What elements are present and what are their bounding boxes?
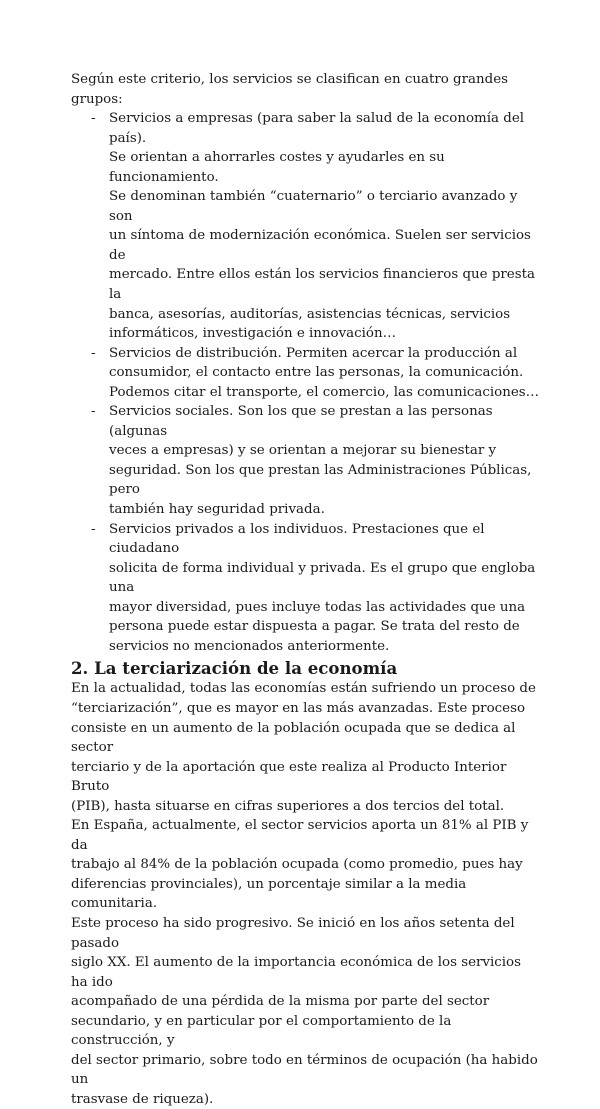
list-item-line: Servicios a empresas (para saber la salud de la economía del país). [109,111,525,146]
paragraph-line: consiste en un aumento de la población ocupada que se dedica al sector [71,720,516,756]
list-item [91,402,541,519]
list-item-line: persona puede estar dispuesta a pagar. Se trata del resto de [109,619,520,635]
list-item-line: Servicios privados a los individuos. Prestaciones que el ciudadano [109,521,485,557]
list-item-line: Servicios sociales. Son los que se prestan a las personas (algunas [109,404,493,439]
list-item-line: Se orientan a ahorrarles costes y ayudarles en su funcionamiento. [109,150,445,185]
service-groups-list [71,109,541,656]
paragraph-line: siglo XX. El aumento de la importancia económica de los servicios ha ido [71,955,521,990]
paragraph [71,679,541,816]
list-item-line: Servicios de distribución. Permiten acercar la producción al [109,345,518,361]
paragraph-line: trabajo al 84% de la población ocupada (como promedio, pues hay [71,857,523,873]
list-item-line: veces a empresas) y se orientan a mejorar su bienestar y [109,443,497,459]
list-item-line: un síntoma de modernización económica. Suelen ser servicios de [109,228,531,263]
paragraph-line: En la actualidad, todas las economías están sufriendo un proceso de [71,681,536,697]
paragraph-line: terciario y de la aportación que este realiza al Producto Interior Bruto [71,759,507,795]
paragraph-line: diferencias provinciales), un porcentaje similar a la media comunitaria. [71,876,467,912]
paragraph-line: trasvase de riqueza). [71,1091,214,1107]
list-item-line: mayor diversidad, pues incluye todas las actividades que una [109,599,526,615]
list-item [91,520,541,657]
list-item-line: Podemos citar el transporte, el comercio, las comunicaciones… [109,384,540,400]
paragraph-line: “terciarización”, que es mayor en las más avanzadas. Este proceso [71,700,526,716]
intro-text: Según este criterio, los servicios se clasifican en cuatro grandes grupos: [71,72,509,107]
paragraph-line: del sector primario, sobre todo en términos de ocupación (ha habido un [71,1052,538,1088]
section-heading: 2. La terciarización de la economía [71,658,398,679]
list-item-line: banca, asesorías, auditorías, asistencias técnicas, servicios [109,306,511,322]
list-item-line: seguridad. Son los que prestan las Administraciones Públicas, pero [109,462,532,498]
list-item-line: servicios no mencionados anteriormente. [109,638,390,654]
paragraph-line: En España, actualmente, el sector servicios aporta un 81% al PIB y da [71,818,529,853]
dash-bullet: - [91,521,96,537]
dash-bullet: - [91,345,96,361]
list-item-line: solicita de forma individual y privada. Es el grupo que engloba una [109,560,536,596]
list-item-line: informáticos, investigación e innovación… [109,326,397,342]
dash-bullet: - [91,404,96,420]
document-page [71,70,541,1109]
paragraph-line: secundario, y en particular por el comportamiento de la construcción, y [71,1013,452,1049]
paragraph-line: (PIB), hasta situarse en cifras superiores a dos tercios del total. [71,798,505,814]
list-item-line: Se denominan también “cuaternario” o terciario avanzado y son [109,189,518,224]
list-item-line: consumidor, el contacto entre las personas, la comunicación. [109,365,524,381]
list-item [91,109,541,344]
list-item-line: mercado. Entre ellos están los servicios financieros que presta la [109,267,535,303]
list-item-line: también hay seguridad privada. [109,502,325,518]
list-item [91,344,541,403]
paragraph-line: Este proceso ha sido progresivo. Se inició en los años setenta del pasado [71,915,515,951]
dash-bullet: - [91,111,96,127]
paragraph [71,816,541,1109]
paragraph-line: acompañado de una pérdida de la misma por parte del sector [71,994,490,1010]
